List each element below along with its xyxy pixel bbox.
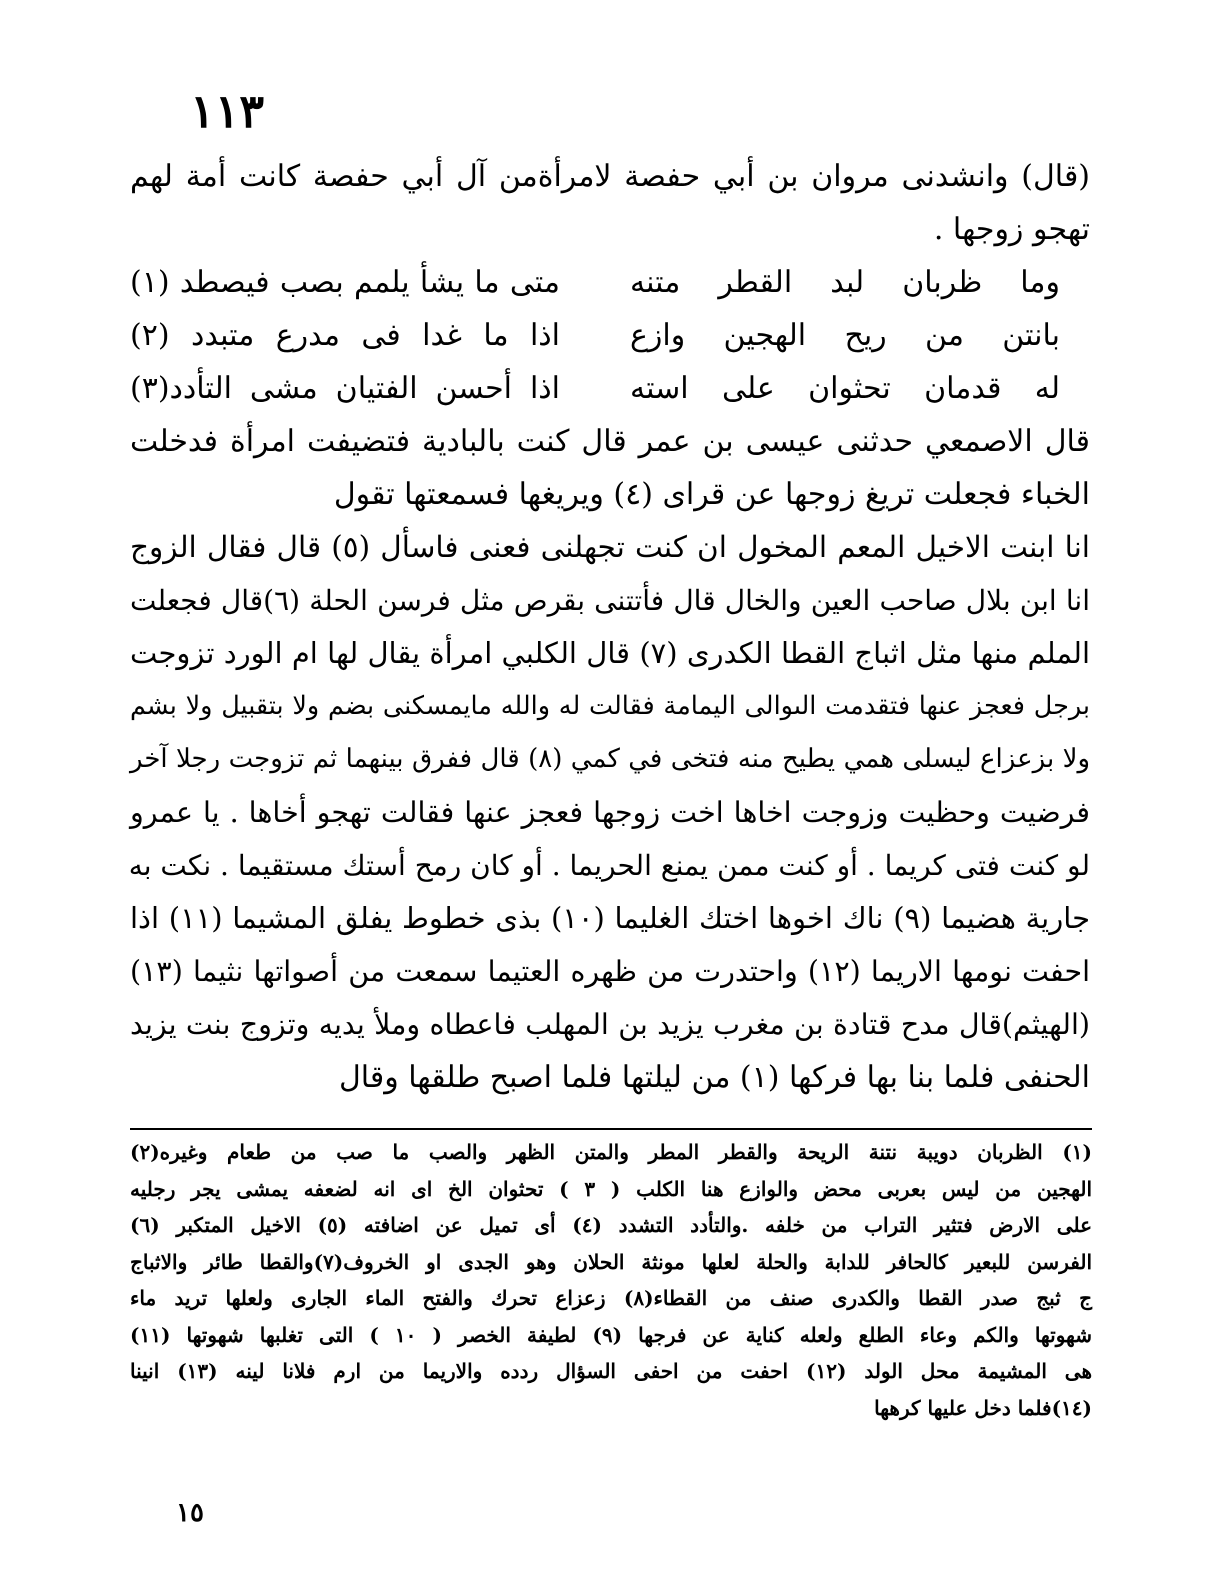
verse-second-hemistich: اذا ما غدا فى مدرع متبدد (٢)	[130, 318, 560, 353]
verse-line	[130, 309, 1090, 362]
verse-first-hemistich: وما ظربان لبد القطر متنه	[630, 265, 1060, 300]
text-line: تهجو زوجها .	[933, 212, 1090, 247]
text-line: انا ابنت الاخيل المعم المخول ان كنت تجهلنى فعنى فاسأل (٥) قال فقال الزوج	[130, 530, 1090, 564]
text-line: الحنفى فلما بنا بها فركها (١) من ليلتها فلما اصبح طلقها وقال	[338, 1060, 1090, 1095]
footnote-line: (١٤)فلما دخل عليها كرهها	[874, 1395, 1092, 1420]
footnote-line: (١) الظربان دويبة نتنة الريحة والقطر المطر والمتن الظهر والصب ما صب من طعام وغيره(٢)	[130, 1140, 1092, 1164]
text-line: احفت نومها الاريما (١٢) واحتدرت من ظهره العتيما سمعت من أصواتها نثيما (١٣)	[130, 955, 1090, 988]
text-line: (قال) وانشدنى مروان بن أبي حفصة لامرأةمن آل أبي حفصة كانت أمة لهم	[130, 159, 1090, 194]
verse-first-hemistich: بانتن من ريح الهجين وازع	[630, 318, 1060, 353]
main-text	[130, 150, 1090, 1104]
text-line: ولا بزعزاع ليسلى همي يطيح منه فتخى في كمي (٨) قال ففرق بينهما ثم تزوجت رجلا آخر	[130, 744, 1090, 774]
text-line: انا ابن بلال صاحب العين والخال قال فأتتنى بقرص مثل فرسن الحلة (٦)قال فجعلت	[130, 584, 1090, 617]
footnote-line: الهجين من ليس بعربى محض والوازع هنا الكلب ( ٣ ) تحثوان الخ اى انه لضعفه يمشى يجر رجليه	[130, 1176, 1093, 1201]
verse-second-hemistich: متى ما يشأ يلمم بصب فيصطد (١)	[130, 265, 560, 300]
text-line: قال الاصمعي حدثنى عيسى بن عمر قال كنت بالبادية فتضيفت امرأة فدخلت	[130, 424, 1090, 459]
footnotes	[130, 1134, 1092, 1426]
page-number: ١١٣	[190, 84, 265, 138]
text-line: (الهيثم)قال مدح قتادة بن مغرب يزيد بن المهلب فاعطاه وملأ يديه وتزوج بنت يزيد	[130, 1008, 1090, 1041]
text-line: جارية هضيما (٩) ناك اخوها اختك الغليما (١٠) بذى خطوط يفلق المشيما (١١) اذا	[130, 901, 1091, 935]
footnote-line: هى المشيمة محل الولد (١٢) احفت من احفى السؤال ردده والاريما من ارم فلانا لينه (١٣) انينا	[130, 1359, 1093, 1383]
text-line: برجل فعجز عنها فتقدمت الىوالى اليمامة فقالت له والله مايمسكنى بضم ولا بتقبيل ولا بشم	[130, 691, 1090, 721]
footnote-divider	[130, 1128, 1092, 1130]
text-line: فرضيت وحظيت وزوجت اخاها اخت زوجها فعجز عنها فقالت تهجو أخاها . يا عمرو	[130, 796, 1090, 829]
footnote-line: على الارض فتثير التراب من خلفه .والتأدد التشدد (٤) أى تميل عن اضافته (٥) الاخيل المتكبر (٦)	[130, 1213, 1092, 1237]
text-line: لو كنت فتى كريما . أو كنت ممن يمنع الحريما . أو كان رمح أستك مستقيما . نكت به	[128, 849, 1090, 882]
verse-line	[130, 256, 1090, 309]
verse-second-hemistich: اذا أحسن الفتيان مشى التأدد(٣)	[130, 371, 560, 406]
verse-first-hemistich: له قدمان تحثوان على استه	[630, 371, 1060, 406]
text-line: الخباء فجعلت تريغ زوجها عن قراى (٤) ويريغها فسمعتها تقول	[333, 477, 1090, 512]
footnote-line: ج ثبج صدر القطا والكدرى صنف من القطاء(٨) زعزاع تحرك والفتح الماء الجارى ولعلها تريد ماء	[130, 1286, 1093, 1310]
footnote-line: الفرسن للبعير كالحافر للدابة والحلة لعلها مونثة الحلان وهو الجدى او الخروف(٧)والقطا طائر والاثباج	[130, 1249, 1092, 1274]
verse-line	[130, 362, 1090, 415]
signature-mark: ١٥	[176, 1498, 204, 1528]
text-line: الملم منها مثل اثباج القطا الكدرى (٧) قال الكلبي امرأة يقال لها ام الورد تزوجت	[130, 636, 1091, 670]
footnote-line: شهوتها والكم وعاء الطلع ولعله كناية عن فرجها (٩) لطيفة الخصر ( ١٠ ) التى تغلبها شهوتها (١١)	[130, 1322, 1093, 1347]
